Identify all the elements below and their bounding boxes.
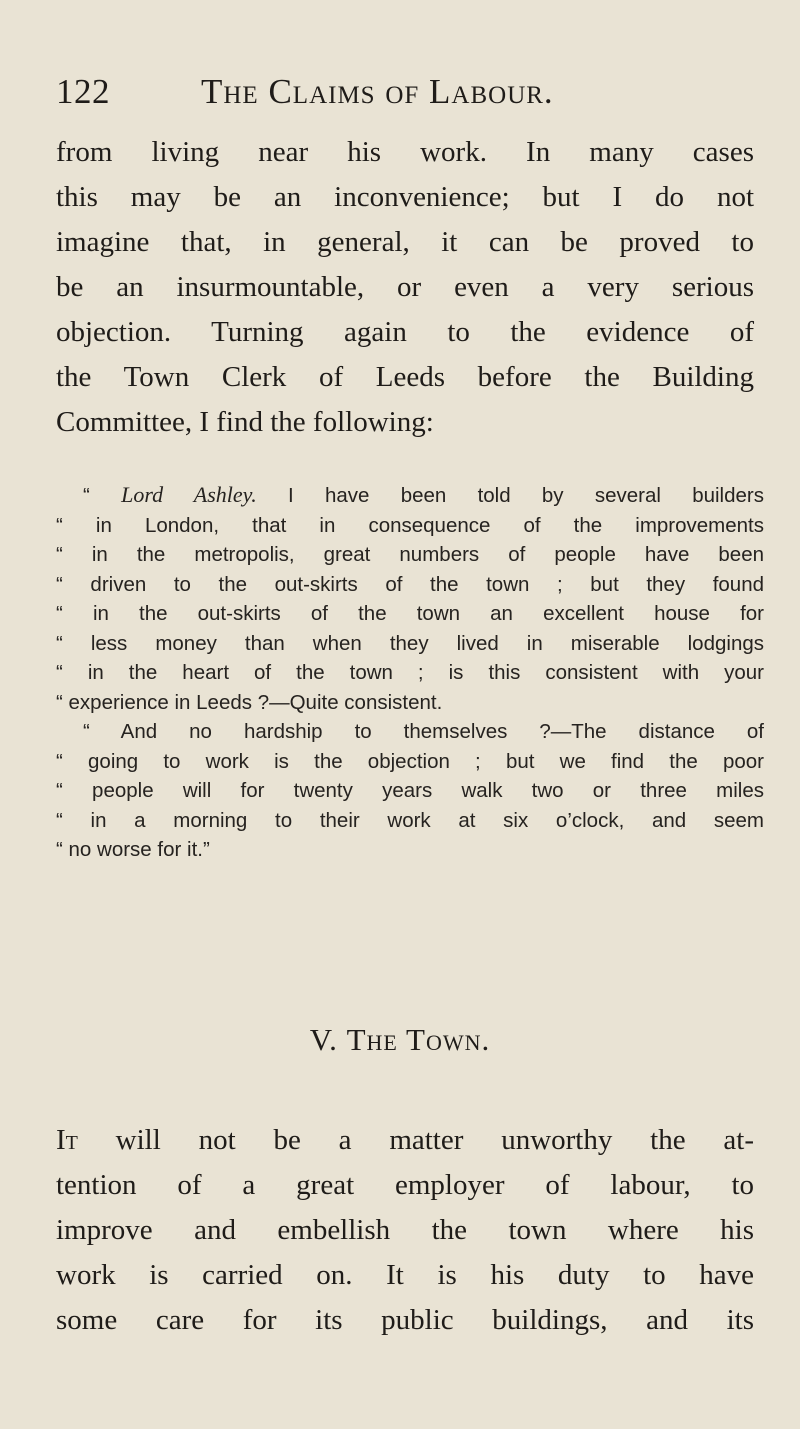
quote-line: “ experience in Leeds ?—Quite consistent. <box>56 690 443 714</box>
quote-line-first <box>56 480 764 511</box>
section-heading <box>0 1020 800 1060</box>
section-title: The Town. <box>346 1022 491 1057</box>
paragraph-1-line: Committee, I find the following: <box>56 406 434 438</box>
paragraph-1-line: imagine that, in general, it can be proved to <box>56 226 754 258</box>
quote-line-first-rest: I have been told by several builders <box>287 484 764 507</box>
quote-line: “ no worse for it.” <box>56 838 210 861</box>
quote-open-mark: “ <box>83 484 122 507</box>
quote-line: “ in the out-skirts of the town an excellent house for <box>56 602 764 625</box>
paragraph-1-line: the Town Clerk of Leeds before the Building <box>56 361 754 393</box>
paragraph-2-line: tention of a great employer of labour, to <box>56 1169 754 1201</box>
page-number: 122 <box>56 72 110 111</box>
quote-line: “ people will for twenty years walk two or three miles <box>56 779 764 802</box>
running-title: The Claims of Labour. <box>201 72 554 111</box>
quote-line: “ driven to the out-skirts of the town ; but they found <box>56 572 764 596</box>
quote-speaker: Lord Ashley. <box>121 482 257 507</box>
quote-line: “ And no hardship to themselves ?—The distance of <box>83 720 764 743</box>
paragraph-2 <box>56 1118 754 1343</box>
paragraph-1-line: this may be an inconvenience; but I do not <box>56 181 754 213</box>
paragraph-2-line: some care for its public buildings, and its <box>56 1304 754 1336</box>
paragraph-1-line: from living near his work. In many cases <box>56 136 754 168</box>
paragraph-2-lead: It <box>56 1124 78 1156</box>
quote-line: “ going to work is the objection ; but we find the poor <box>56 749 764 773</box>
paragraph-2-line: work is carried on. It is his duty to have <box>56 1259 754 1291</box>
paragraph-2-line: improve and embellish the town where his <box>56 1214 754 1246</box>
quote-line: “ in a morning to their work at six o’clock, and seem <box>56 808 764 832</box>
paragraph-1-line: objection. Turning again to the evidence of <box>56 316 754 348</box>
quote-line: “ in the metropolis, great numbers of people have been <box>56 543 764 566</box>
paragraph-1 <box>56 130 754 445</box>
paragraph-1-line: be an insurmountable, or even a very serious <box>56 271 754 303</box>
quote-line: “ in the heart of the town ; is this consistent with your <box>56 661 764 684</box>
quote-line: “ in London, that in consequence of the improvements <box>56 513 764 537</box>
running-head <box>56 70 756 114</box>
quote-line: “ less money than when they lived in miserable lodgings <box>56 631 764 655</box>
paragraph-2-lead-rest: will not be a matter unworthy the at- <box>77 1124 754 1156</box>
section-numeral: V. <box>309 1022 338 1057</box>
block-quote <box>56 480 764 865</box>
paragraph-2-line-first <box>56 1118 754 1163</box>
